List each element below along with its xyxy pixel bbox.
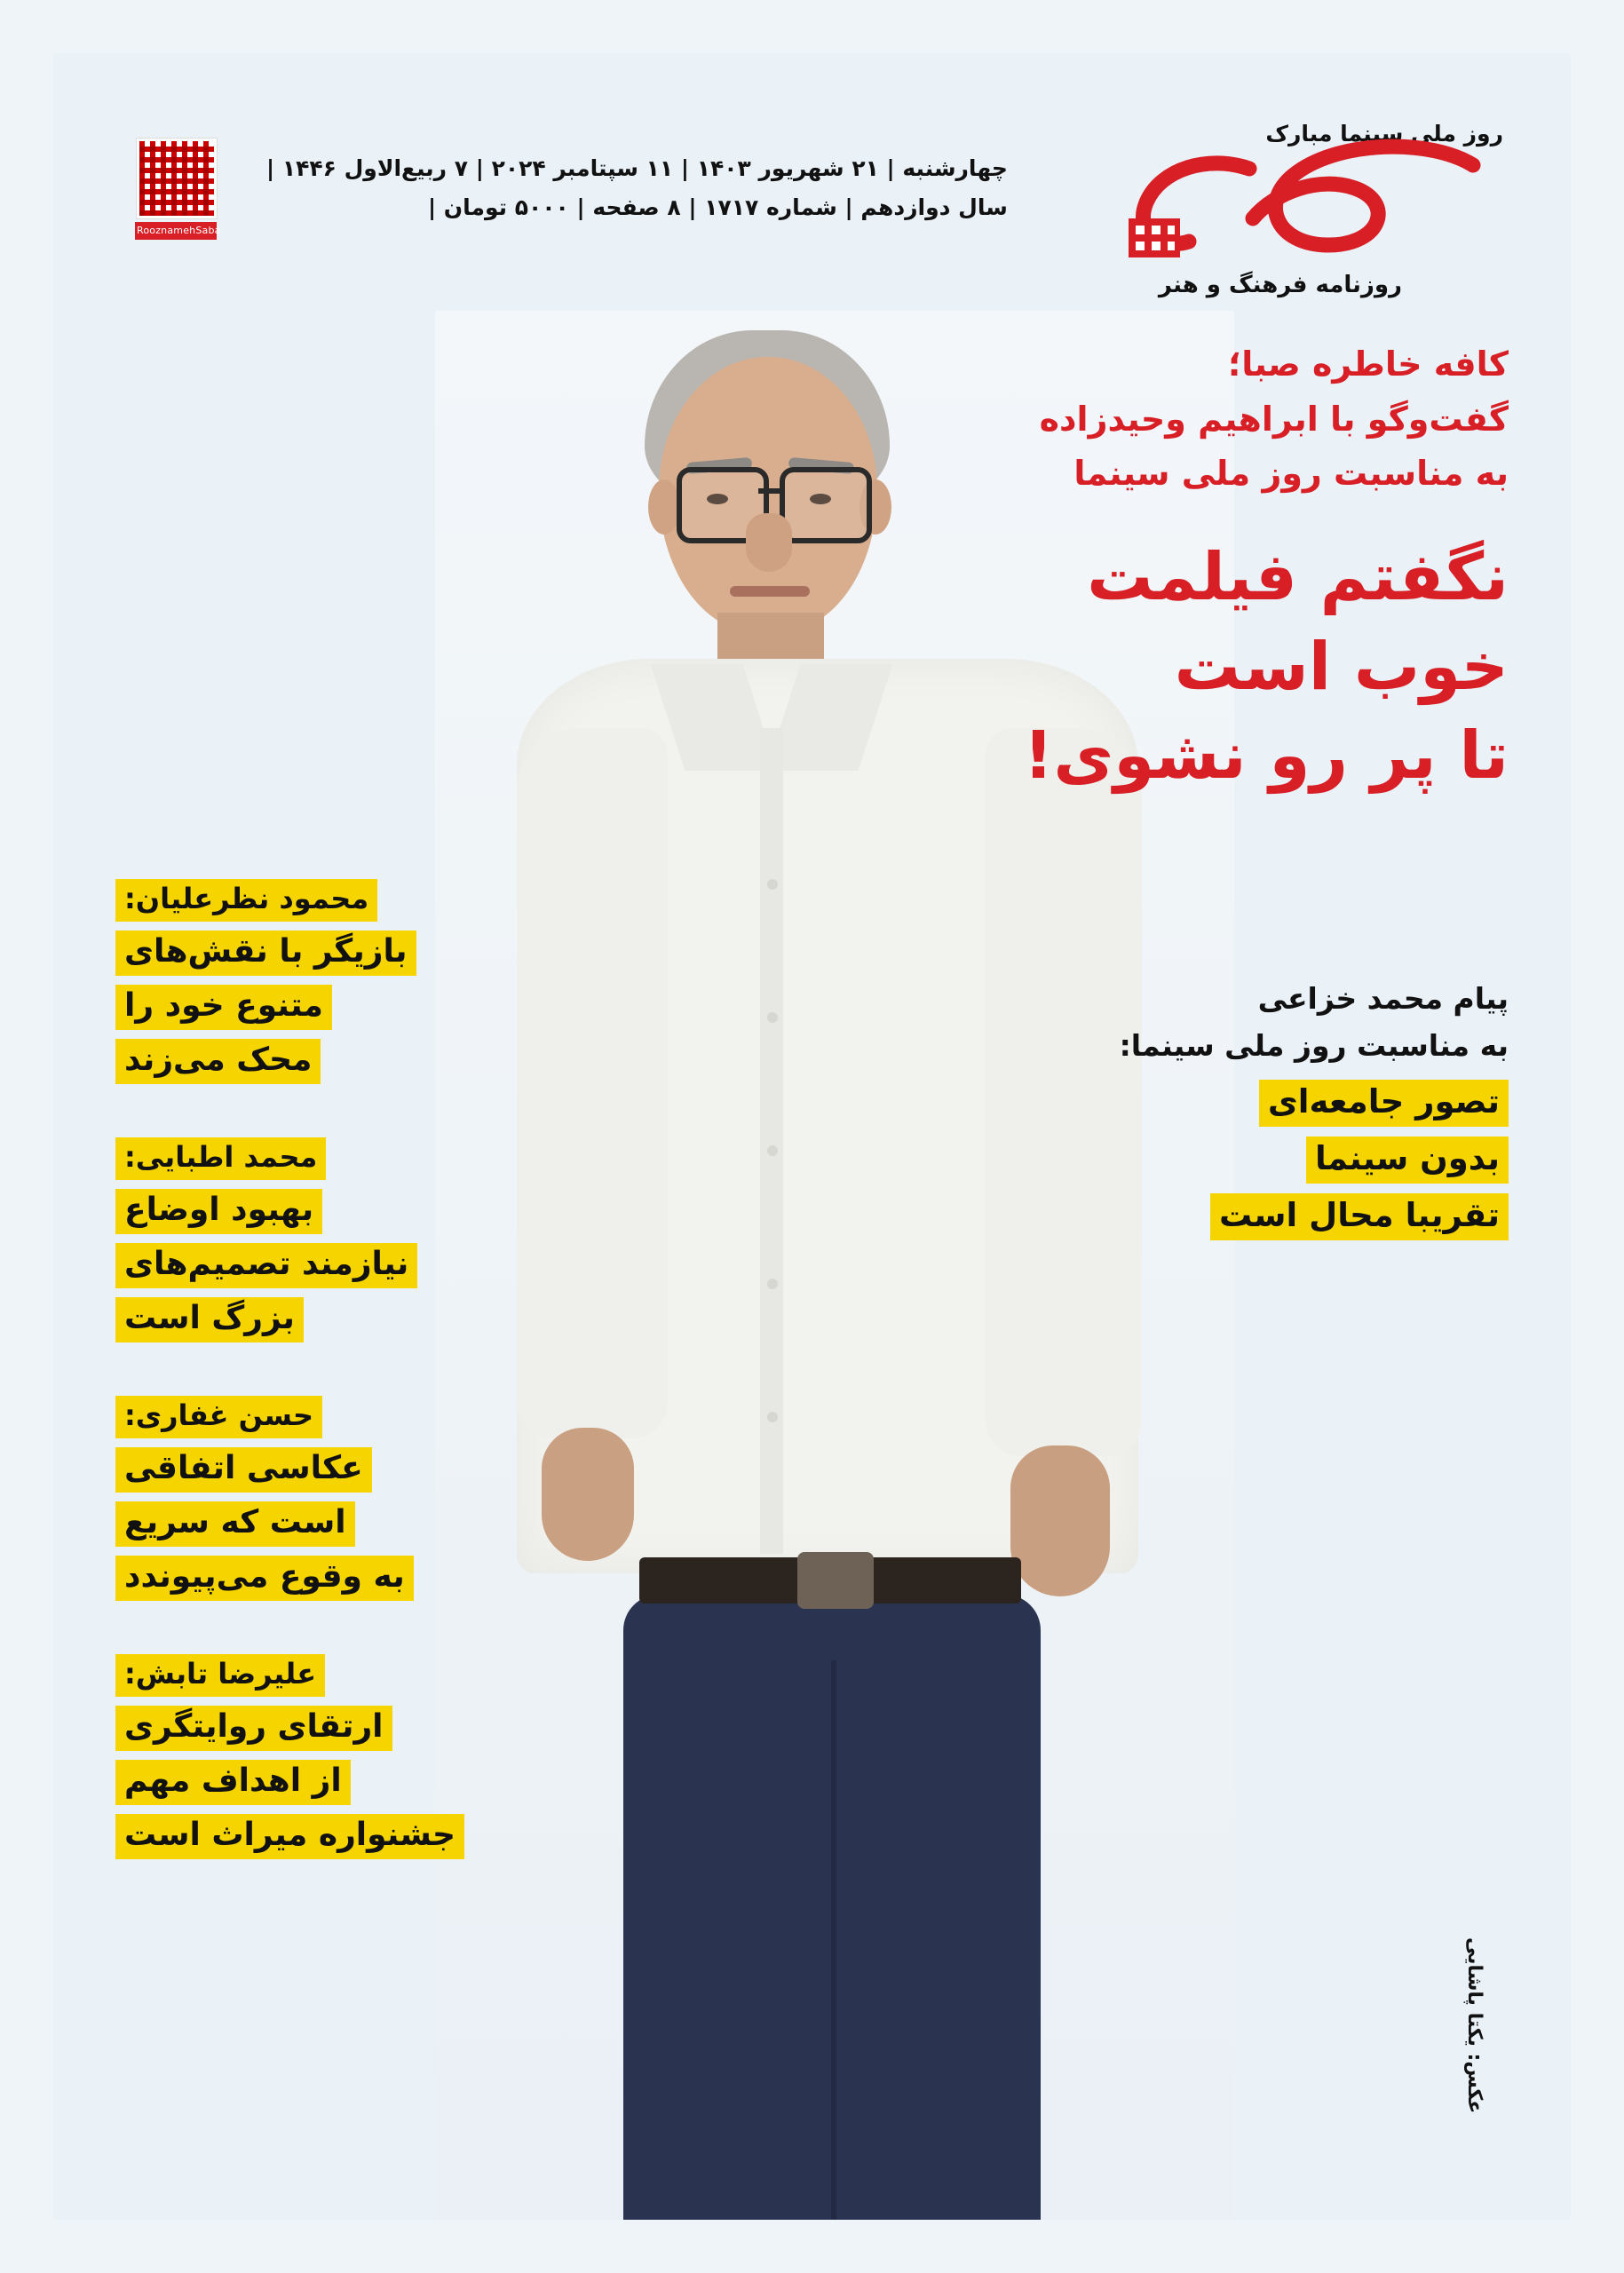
teaser-block-ghaffari[interactable] — [115, 1396, 488, 1601]
teaser-line: به وقوع می‌پیوندد — [115, 1556, 414, 1601]
portrait-nose — [746, 513, 792, 572]
teaser-name: محمد اطبایی: — [115, 1137, 326, 1180]
saba-logo — [1075, 133, 1493, 266]
teaser-line-row — [115, 1180, 488, 1234]
portrait-shirt-button — [767, 1145, 778, 1156]
portrait-sleeve-left — [517, 728, 668, 1438]
teaser-block-nazarAlian[interactable] — [115, 879, 488, 1084]
photo-credit: عکس: یکتا پاشایی — [1463, 1936, 1485, 2113]
portrait-shirt-button — [767, 1279, 778, 1289]
teaser-line-row — [115, 976, 488, 1030]
portrait-belt-buckle — [797, 1552, 874, 1609]
portrait-trouser-seam — [831, 1660, 836, 2220]
khazaei-highlight-2: بدون سینما — [1306, 1136, 1509, 1184]
teaser-line-row — [115, 1751, 488, 1805]
masthead — [1047, 107, 1509, 311]
portrait-mouth — [730, 586, 810, 597]
khazaei-highlight-row — [1082, 1184, 1509, 1240]
lead-story-kicker — [1011, 337, 1509, 502]
teaser-line-row — [115, 1438, 488, 1493]
teaser-block-tabesh[interactable] — [115, 1654, 488, 1859]
portrait-hand-right — [1010, 1445, 1110, 1596]
issue-date-line: چهارشنبه | ۲۱ شهریور ۱۴۰۳ | ۱۱ سپتامبر ۲۰۲۴ | ۷ ربیع‌الاول ۱۴۴۶ | — [266, 155, 1008, 181]
masthead-tagline-top: روز ملی سینما مبارک — [1265, 121, 1503, 147]
teaser-name: محمود نظرعلیان: — [115, 879, 377, 922]
portrait-glasses-right-lens — [780, 467, 872, 543]
portrait-shirt-button — [767, 1412, 778, 1422]
portrait-shirt-button — [767, 879, 778, 890]
headline-line-3: تا پر رو نشوی! — [1023, 717, 1509, 795]
teaser-line: ارتقای روایتگری — [115, 1706, 392, 1751]
page-canvas — [53, 53, 1571, 2220]
khazaei-highlight-row — [1082, 1070, 1509, 1127]
teaser-line-row — [115, 1288, 488, 1342]
khazaei-intro-line-1: پیام محمد خزاعی — [1257, 981, 1509, 1016]
teaser-line: بازیگر با نقش‌های — [115, 931, 416, 976]
issue-number-line: سال دوازدهم | شماره ۱۷۱۷ | ۸ صفحه | ۵۰۰۰ تومان | — [427, 194, 1008, 220]
teaser-line: نیازمند تصمیم‌های — [115, 1243, 417, 1288]
teaser-name-row — [115, 1137, 488, 1180]
teaser-line: متنوع خود را — [115, 985, 332, 1030]
teaser-line-row — [115, 1547, 488, 1601]
portrait-ear-left — [648, 479, 680, 535]
teaser-name-row — [115, 1654, 488, 1697]
left-teaser-column — [115, 879, 488, 1913]
teaser-block-etebaei[interactable] — [115, 1137, 488, 1342]
teaser-line-row — [115, 1234, 488, 1288]
teaser-line-row — [115, 1493, 488, 1547]
masthead-tagline-bottom: روزنامه فرهنگ و هنر — [1158, 272, 1402, 298]
khazaei-highlight-row — [1082, 1127, 1509, 1184]
teaser-line: است که سریع — [115, 1501, 355, 1547]
qr-code-icon[interactable] — [137, 139, 217, 218]
teaser-line: محک می‌زند — [115, 1039, 321, 1084]
qr-code-block[interactable] — [135, 139, 221, 240]
teaser-line: عکاسی اتفاقی — [115, 1447, 372, 1493]
teaser-line: از اهداف مهم — [115, 1760, 351, 1805]
portrait-hand-left — [542, 1428, 634, 1561]
lead-story-headline[interactable] — [994, 533, 1509, 801]
kicker-line-3: به مناسبت روز ملی سینما — [1073, 454, 1509, 494]
portrait-shirt-button — [767, 1012, 778, 1023]
teaser-name-row — [115, 1396, 488, 1438]
khazaei-highlight-1: تصور جامعه‌ای — [1259, 1080, 1509, 1127]
portrait-glasses-bridge — [758, 488, 780, 494]
teaser-line-row — [115, 1805, 488, 1859]
teaser-name: حسن غفاری: — [115, 1396, 322, 1438]
teaser-line-row — [115, 1697, 488, 1751]
teaser-line: بزرگ است — [115, 1297, 304, 1342]
khazaei-message-block[interactable] — [1082, 975, 1509, 1240]
teaser-line: جشنواره میراث است — [115, 1814, 464, 1859]
khazaei-highlight-3: تقریبا محال است — [1210, 1193, 1509, 1240]
headline-line-1: نگفتم فیلمت — [1087, 539, 1509, 615]
khazaei-intro-line-2: به مناسبت روز ملی سینما: — [1119, 1028, 1509, 1064]
teaser-name-row — [115, 879, 488, 922]
headline-line-2: خوب است — [1174, 628, 1509, 705]
kicker-line-1: کافه خاطره صبا؛ — [1228, 345, 1509, 384]
issue-info — [266, 149, 1008, 227]
portrait-shirt-placket — [760, 728, 783, 1554]
teaser-line-row — [115, 1030, 488, 1084]
teaser-line: بهبود اوضاع — [115, 1189, 322, 1234]
qr-caption: RooznamehSaba — [135, 222, 217, 240]
teaser-name: علیرضا تابش: — [115, 1654, 325, 1697]
kicker-line-2: گفت‌وگو با ابراهیم وحیدزاده — [1039, 399, 1509, 439]
teaser-line-row — [115, 922, 488, 976]
